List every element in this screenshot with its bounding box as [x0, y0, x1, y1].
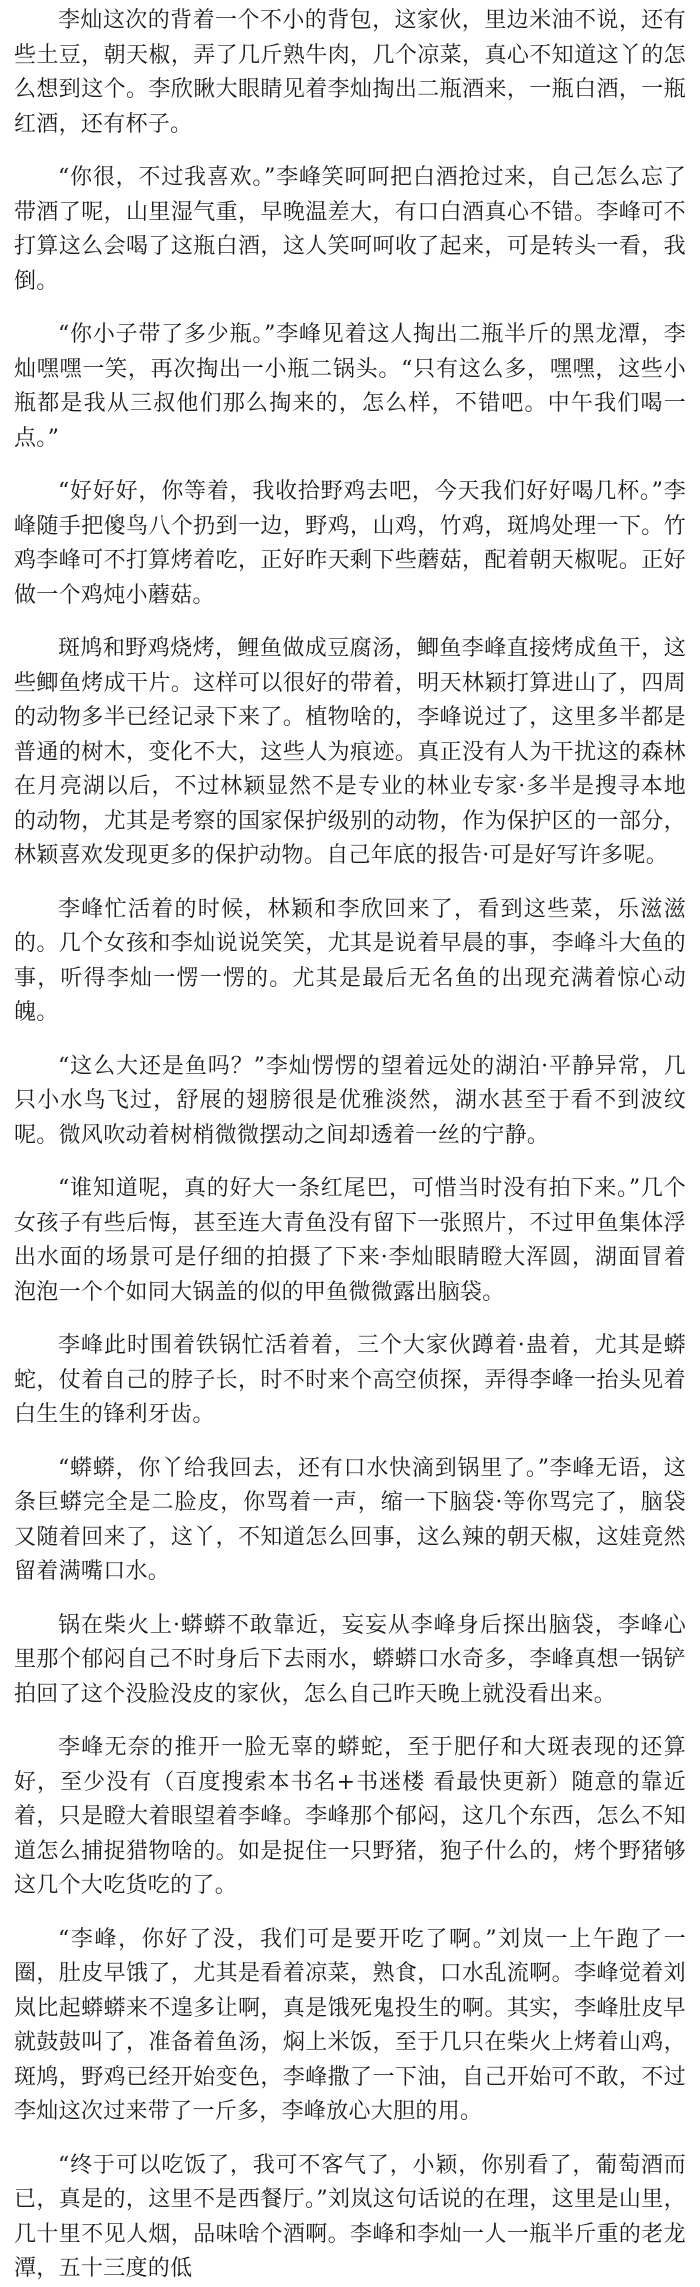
paragraph: “好好好，你等着，我收拾野鸡去吧，今天我们好好喝几杯。”李峰随手把傻鸟八个扔到一边，野鸡，山鸡，竹鸡，斑鸠处理一下。竹鸡李峰可不打算烤着吃，正好昨天剩下些蘑菇，配着朝天椒呢。正好做一个鸡炖小蘑菇。 — [14, 479, 686, 608]
paragraph: “你很，不过我喜欢。”李峰笑呵呵把白酒抢过来，自己怎么忘了带酒了呢，山里湿气重，早晚温差大，有口白酒真心不错。李峰可不打算这么会喝了这瓶白酒，这人笑呵呵收了起来，可是转头一看，我倒。 — [14, 165, 686, 294]
paragraph: “蟒蟒，你丫给我回去，还有口水快滴到锅里了。”李峰无语，这条巨蟒完全是二脸皮，你骂着一声，缩一下脑袋·等你骂完了，脑袋又随着回来了，这丫，不知道怎么回事，这么辣的朝天椒，这娃竟然留着满嘴口水。 — [14, 1455, 686, 1584]
paragraph: “李峰，你好了没，我们可是要开吃了啊。”刘岚一上午跑了一圈，肚皮早饿了，尤其是看着凉菜，熟食，口水乱流啊。李峰觉着刘岚比起蟒蟒来不遑多让啊，真是饿死鬼投生的啊。其实，李峰肚皮早就鼓鼓叫了，准备着鱼汤，焖上米饭，至于几只在柴火上烤着山鸡，斑鸠，野鸡已经开始变色，李峰撒了一下油，自己开始可不敢，不过李灿这次过来带了一斤多，李峰放心大胆的用。 — [14, 1926, 686, 2124]
paragraph: 斑鸠和野鸡烧烤，鲤鱼做成豆腐汤，鲫鱼李峰直接烤成鱼干，这些鲫鱼烤成干片。这样可以很好的带着，明天林颖打算进山了，四周的动物多半已经记录下来了。植物啥的，李峰说过了，这里多半都是普通的树木，变化不大，这些人为痕迹。真正没有人为干扰这的森林在月亮湖以后，不过林颖显然不是专业的林业专家·多半是搜寻本地的动物，尤其是考察的国家保护级别的动物，作为保护区的一部分，林颖喜欢发现更多的保护动物。自己年底的报告·可是好写许多呢。 — [14, 636, 686, 868]
paragraph: “终于可以吃饭了，我可不客气了，小颖，你别看了，葡萄酒而已，真是的，这里不是西餐厅。”刘岚这句话说的在理，这里是山里，几十里不见人烟，品味啥个酒啊。李峰和李灿一人一瓶半斤重的老龙潭，五十三度的低 — [14, 2152, 686, 2281]
paragraph: 李峰忙活着的时候，林颖和李欣回来了，看到这些菜，乐滋滋的。几个女孩和李灿说说笑笑，尤其是说着早晨的事，李峰斗大鱼的事，听得李灿一愣一愣的。尤其是最后无名鱼的出现充满着惊心动魄。 — [14, 896, 686, 1025]
paragraph: 李峰无奈的推开一脸无辜的蟒蛇，至于肥仔和大斑表现的还算好，至少没有（百度搜索本书名+书迷楼 看最快更新）随意的靠近着，只是瞪大着眼望着李峰。李峰那个郁闷，这几个东西，怎么不知道怎么捕捉猎物啥的。如是捉住一只野猪，狍子什么的，烤个野猪够这几个大吃货吃的了。 — [14, 1735, 686, 1898]
paragraph: “这么大还是鱼吗？”李灿愣愣的望着远处的湖泊·平静异常，几只小水鸟飞过，舒展的翅膀很是优雅淡然，湖水甚至于看不到波纹呢。微风吹动着树梢微微摆动之间却透着一丝的宁静。 — [14, 1053, 686, 1148]
paragraph: 锅在柴火上·蟒蟒不敢靠近，妄妄从李峰身后探出脑袋，李峰心里那个郁闷自己不时身后下去雨水，蟒蟒口水奇多，李峰真想一锅铲拍回了这个没脸没皮的家伙，怎么自己昨天晚上就没看出来。 — [14, 1612, 686, 1707]
paragraph: “你小子带了多少瓶。”李峰见着这人掏出二瓶半斤的黑龙潭，李灿嘿嘿一笑，再次掏出一小瓶二锅头。“只有这么多，嘿嘿，这些小瓶都是我从三叔他们那么掏来的，怎么样，不错吧。中午我们喝一点。” — [14, 322, 686, 451]
paragraph: 李峰此时围着铁锅忙活着着，三个大家伙蹲着·蛊着，尤其是蟒蛇，仗着自己的脖子长，时不时来个高空侦探，弄得李峰一抬头见着白生生的锋利牙齿。 — [14, 1333, 686, 1427]
paragraph: “谁知道呢，真的好大一条红尾巴，可惜当时没有拍下来。”几个女孩子有些后悔，甚至连大青鱼没有留下一张照片，不过甲鱼集体浮出水面的场景可是仔细的拍摄了下来·李灿眼睛瞪大浑圆，湖面冒着泡泡一个个如同大锅盖的似的甲鱼微微露出脑袋。 — [14, 1176, 686, 1305]
paragraph: 李灿这次的背着一个不小的背包，这家伙，里边米油不说，还有些土豆，朝天椒，弄了几斤熟牛肉，几个凉菜，真心不知道这丫的怎么想到这个。李欣瞅大眼睛见着李灿掏出二瓶酒来，一瓶白酒，一瓶红酒，还有杯子。 — [14, 8, 686, 137]
